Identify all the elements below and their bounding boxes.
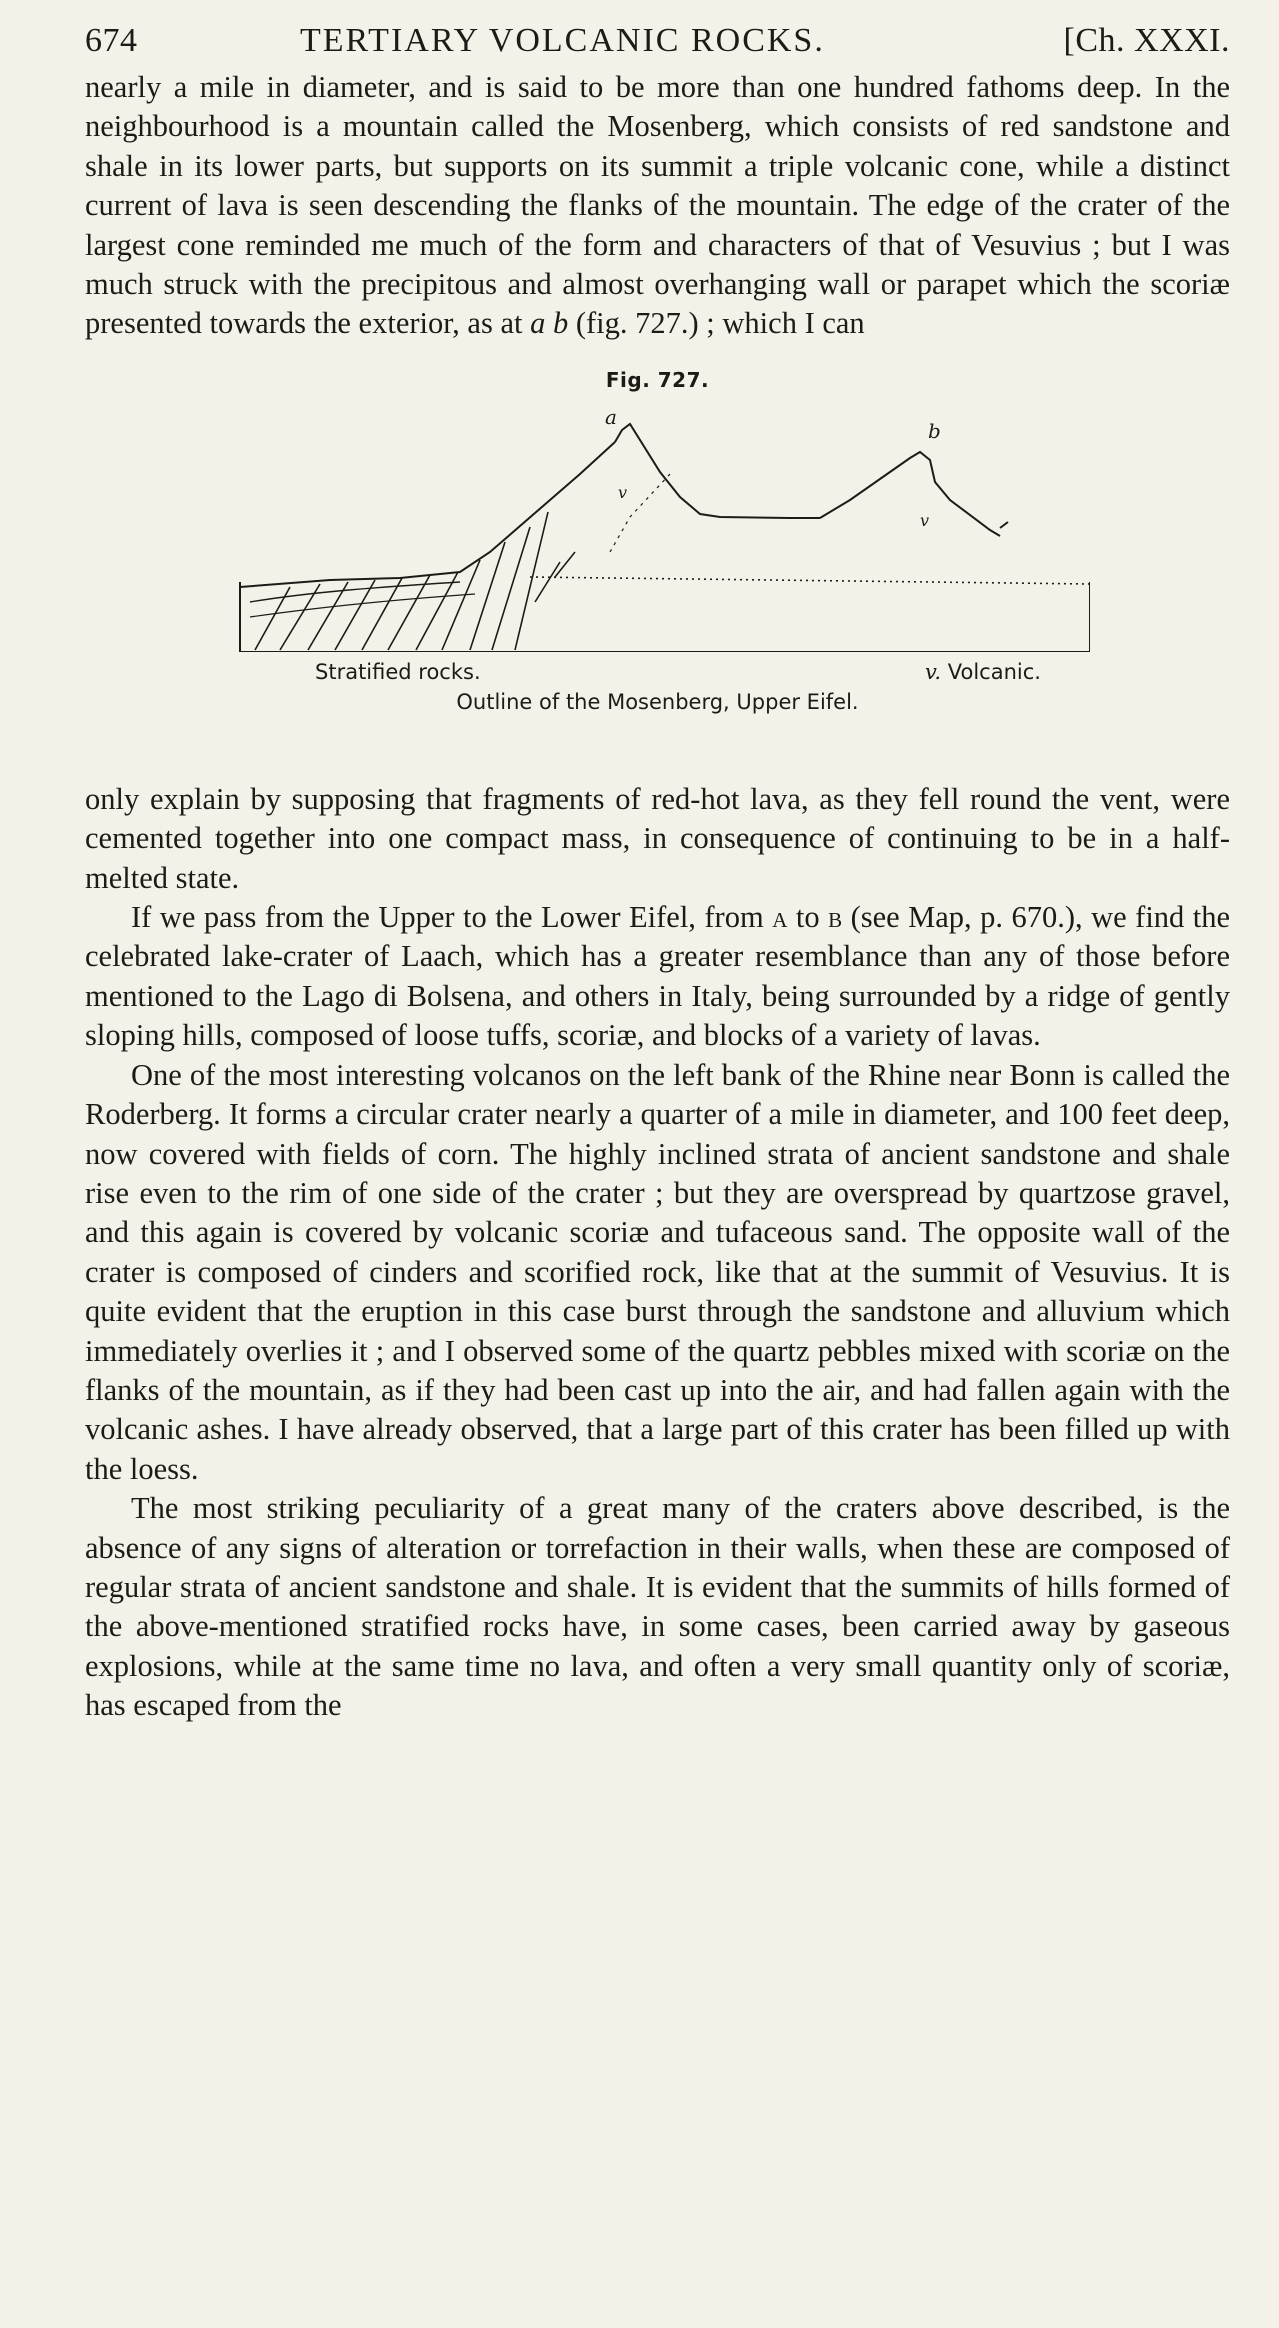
cone-a-outline <box>615 424 820 518</box>
page-number: 674 <box>85 22 138 59</box>
body-text-bottom <box>85 780 1230 1726</box>
legend-volcanic-label: Volcanic. <box>947 659 1041 684</box>
strata-hatching <box>255 512 575 650</box>
paragraph-3-to: to <box>795 900 820 935</box>
running-title: TERTIARY VOLCANIC ROCKS. <box>300 22 825 59</box>
body-text-top <box>85 68 1230 344</box>
legend-volcanic-symbol: v. <box>925 659 942 684</box>
running-head <box>85 18 1230 68</box>
figure-label: Fig. 727. <box>605 367 710 392</box>
mark-a: a <box>605 404 617 429</box>
paragraph-1-tail: (fig. 727.) ; which I can <box>575 306 865 341</box>
mark-b: b <box>928 418 941 443</box>
volcanic-base-dotted <box>530 577 1090 584</box>
paragraph-5: The most striking peculiarity of a great many of the craters above described, is the absence of any signs of alteration or torrefaction in their walls, when these are composed of regular strata of ancient sandstone and shale. It is evident that the summits of hills formed of the above-mentioned stratified rocks have, in some cases, been carried away by gaseous explosions, while at the same time no lava, and often a very small quantity only of scoriæ, has escaped from the <box>85 1491 1230 1723</box>
paragraph-3 <box>85 898 1230 1056</box>
paragraph-4: One of the most interesting volcanos on the left bank of the Rhine near Bonn is called the Roderberg. It forms a circular crater nearly a quarter of a mile in diameter, and 100 feet deep, now covered with fields of corn. The highly inclined strata of ancient sandstone and shale rise even to the rim of one side of the crater ; but they are overspread by quartzose gravel, and this again is covered by volcanic scoriæ and tufaceous sand. The opposite wall of the crater is composed of cinders and scorified rock, like that at the summit of Vesuvius. It is quite evident that the eruption in this case burst through the sandstone and alluvium which immediately overlies it ; and I observed some of the quartz pebbles mixed with scoriæ on the flanks of the mountain, as if they had been cast up into the air, and had fallen again with the volcanic ashes. I have already observed, that a large part of this crater has been filled up with the loess. <box>85 1057 1230 1486</box>
legend-volcanic <box>925 660 1041 684</box>
legend-stratified: Stratified rocks. <box>315 659 481 684</box>
mosenberg-outline-diagram <box>230 402 1090 652</box>
right-step <box>1000 522 1008 528</box>
paragraph-1 <box>85 68 1230 344</box>
paragraph-1-ab: a b <box>530 306 569 341</box>
paragraph-3-part2: (see Map, p. 670.), we find the celebrated lake-crater of Laach, which has a greater resemblance than any of those before mentioned to the Lago di Bolsena, and others in Italy, being surrounded by a ridge of gently sloping hills, composed of loose tuffs, scoriæ, and blocks of a variety of lavas. <box>85 900 1231 1053</box>
mark-v-2: v <box>920 510 930 530</box>
map-point-b: b <box>828 900 843 935</box>
chapter-reference: [Ch. XXXI. <box>1063 22 1230 59</box>
paragraph-3-part1: If we pass from the Upper to the Lower Eifel, from <box>131 900 764 935</box>
cone-b-outline <box>820 452 1000 536</box>
book-page <box>85 18 1230 1726</box>
figure-727 <box>85 368 1230 780</box>
paragraph-1-text: nearly a mile in diameter, and is said to be more than one hundred fathoms deep. In the neighbourhood is a mountain called the Mosenberg, which consists of red sandstone and shale in its lower parts, but supports on its summit a triple volcanic cone, while a distinct current of lava is seen descending the flanks of the mountain. The edge of the crater of the largest cone reminded me much of the form and characters of that of Vesuvius ; but I was much struck with the precipitous and almost overhanging wall or parapet which the scoriæ presented towards the exterior, as at <box>85 70 1230 341</box>
figure-caption: Outline of the Mosenberg, Upper Eifel. <box>456 689 859 714</box>
paragraph-2: only explain by supposing that fragments of red-hot lava, as they fell round the vent, were cemented together into one compact mass, in consequence of continuing to be in a half-melted state. <box>85 781 1230 895</box>
map-point-a: a <box>772 900 788 935</box>
mark-v-1: v <box>618 482 628 502</box>
